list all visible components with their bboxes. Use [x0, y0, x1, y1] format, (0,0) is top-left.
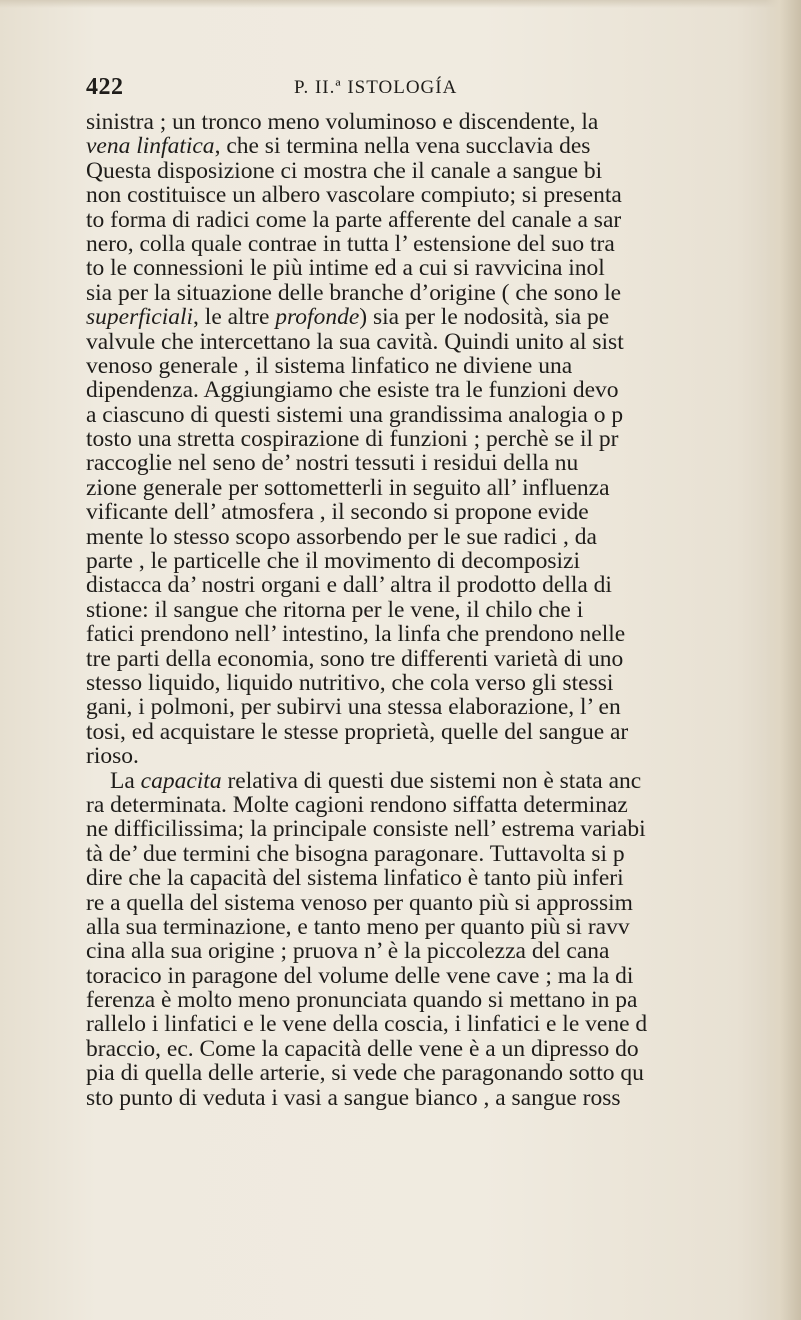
text-line: to forma di radici come la parte afferente del canale a sar: [86, 207, 622, 232]
page-gutter-shadow: [765, 0, 801, 1320]
body-text: [86, 110, 766, 1110]
text-line: ra determinata. Molte cagioni rendono siffatta determinaz: [86, 792, 628, 818]
text-line: superficiali, le altre profonde) sia per le nodosità, sia pe: [86, 305, 610, 330]
text-line: dipendenza. Aggiungiamo che esiste tra le funzioni devo: [86, 378, 619, 403]
text-line: parte , le particelle che il movimento di decomposizi: [86, 549, 580, 574]
text-line: distacca da’ nostri organi e dall’ altra il prodotto della di: [86, 573, 612, 598]
text-line: ferenza è molto meno pronunciata quando si mettano in pa: [86, 988, 638, 1013]
running-head: P. II.ª ISTOLOGÍA: [294, 77, 458, 98]
text-line: tosi, ed acquistare le stesse proprietà, quelle del sangue ar: [86, 719, 629, 745]
text-line: tre parti della economia, sono tre differenti varietà di uno: [86, 646, 624, 671]
text-line: rallelo i linfatici e le vene della coscia, i linfatici e le vene d: [86, 1012, 648, 1037]
text-line: rioso.: [86, 744, 139, 769]
text-line: nero, colla quale contrae in tutta l’ estensione del suo tra: [86, 231, 615, 257]
text-line: zione generale per sottometterli in seguito all’ influenza: [86, 475, 610, 501]
text-line: fatici prendono nell’ intestino, la linfa che prendono nelle: [86, 622, 626, 647]
text-line: vena linfatica, che si termina nella vena succlavia des: [86, 134, 591, 159]
text-line: pia di quella delle arterie, si vede che paragonando sotto qu: [86, 1061, 644, 1086]
text-line: alla sua terminazione, e tanto meno per quanto più si ravv: [86, 914, 630, 940]
text-line: Questa disposizione ci mostra che il canale a sangue bi: [86, 158, 603, 184]
text-line: re a quella del sistema venoso per quanto più si approssim: [86, 890, 633, 915]
text-line: stione: il sangue che ritorna per le vene, il chilo che i: [86, 597, 584, 623]
text-line: stesso liquido, liquido nutritivo, che cola verso gli stessi: [86, 670, 614, 696]
text-line: tosto una stretta cospirazione di funzioni ; perchè se il pr: [86, 427, 619, 452]
page-header: [86, 74, 726, 104]
text-line: ne difficilissima; la principale consiste nell’ estrema variabi: [86, 817, 646, 842]
text-line: sia per la situazione delle branche d’origine ( che sono le: [86, 280, 622, 306]
page-top-edge: [0, 0, 801, 8]
text-line: raccoglie nel seno de’ nostri tessuti i residui della nu: [86, 451, 579, 476]
text-line: gani, i polmoni, per subirvi una stessa elaborazione, l’ en: [86, 695, 621, 720]
text-line: sto punto di veduta i vasi a sangue bianco , a sangue ross: [86, 1085, 621, 1111]
text-line: La capacita relativa di questi due sistemi non è stata anc: [110, 768, 642, 793]
text-line: a ciascuno di questi sistemi una grandissima analogia o p: [86, 402, 624, 428]
text-line: valvule che intercettano la sua cavità. Quindi unito al sist: [86, 329, 624, 354]
text-line: sinistra ; un tronco meno voluminoso e discendente, la: [86, 110, 599, 135]
text-line: mente lo stesso scopo assorbendo per le sue radici , da: [86, 524, 597, 550]
text-line: dire che la capacità del sistema linfatico è tanto più inferi: [86, 866, 624, 891]
text-line: cina alla sua origine ; pruova n’ è la piccolezza del cana: [86, 939, 610, 964]
text-line: toracico in paragone del volume delle vene cave ; ma la di: [86, 963, 634, 989]
text-line: venoso generale , il sistema linfatico ne diviene una: [86, 353, 573, 379]
page-number: 422: [86, 74, 124, 100]
text-line: tà de’ due termini che bisogna paragonare. Tuttavolta si p: [86, 841, 625, 867]
text-line: non costituisce un albero vascolare compiuto; si presenta: [86, 183, 622, 208]
text-line: to le connessioni le più intime ed a cui si ravvicina inol: [86, 256, 605, 281]
text-line: vificante dell’ atmosfera , il secondo si propone evide: [86, 500, 589, 525]
text-line: braccio, ec. Come la capacità delle vene è a un dipresso do: [86, 1036, 639, 1062]
